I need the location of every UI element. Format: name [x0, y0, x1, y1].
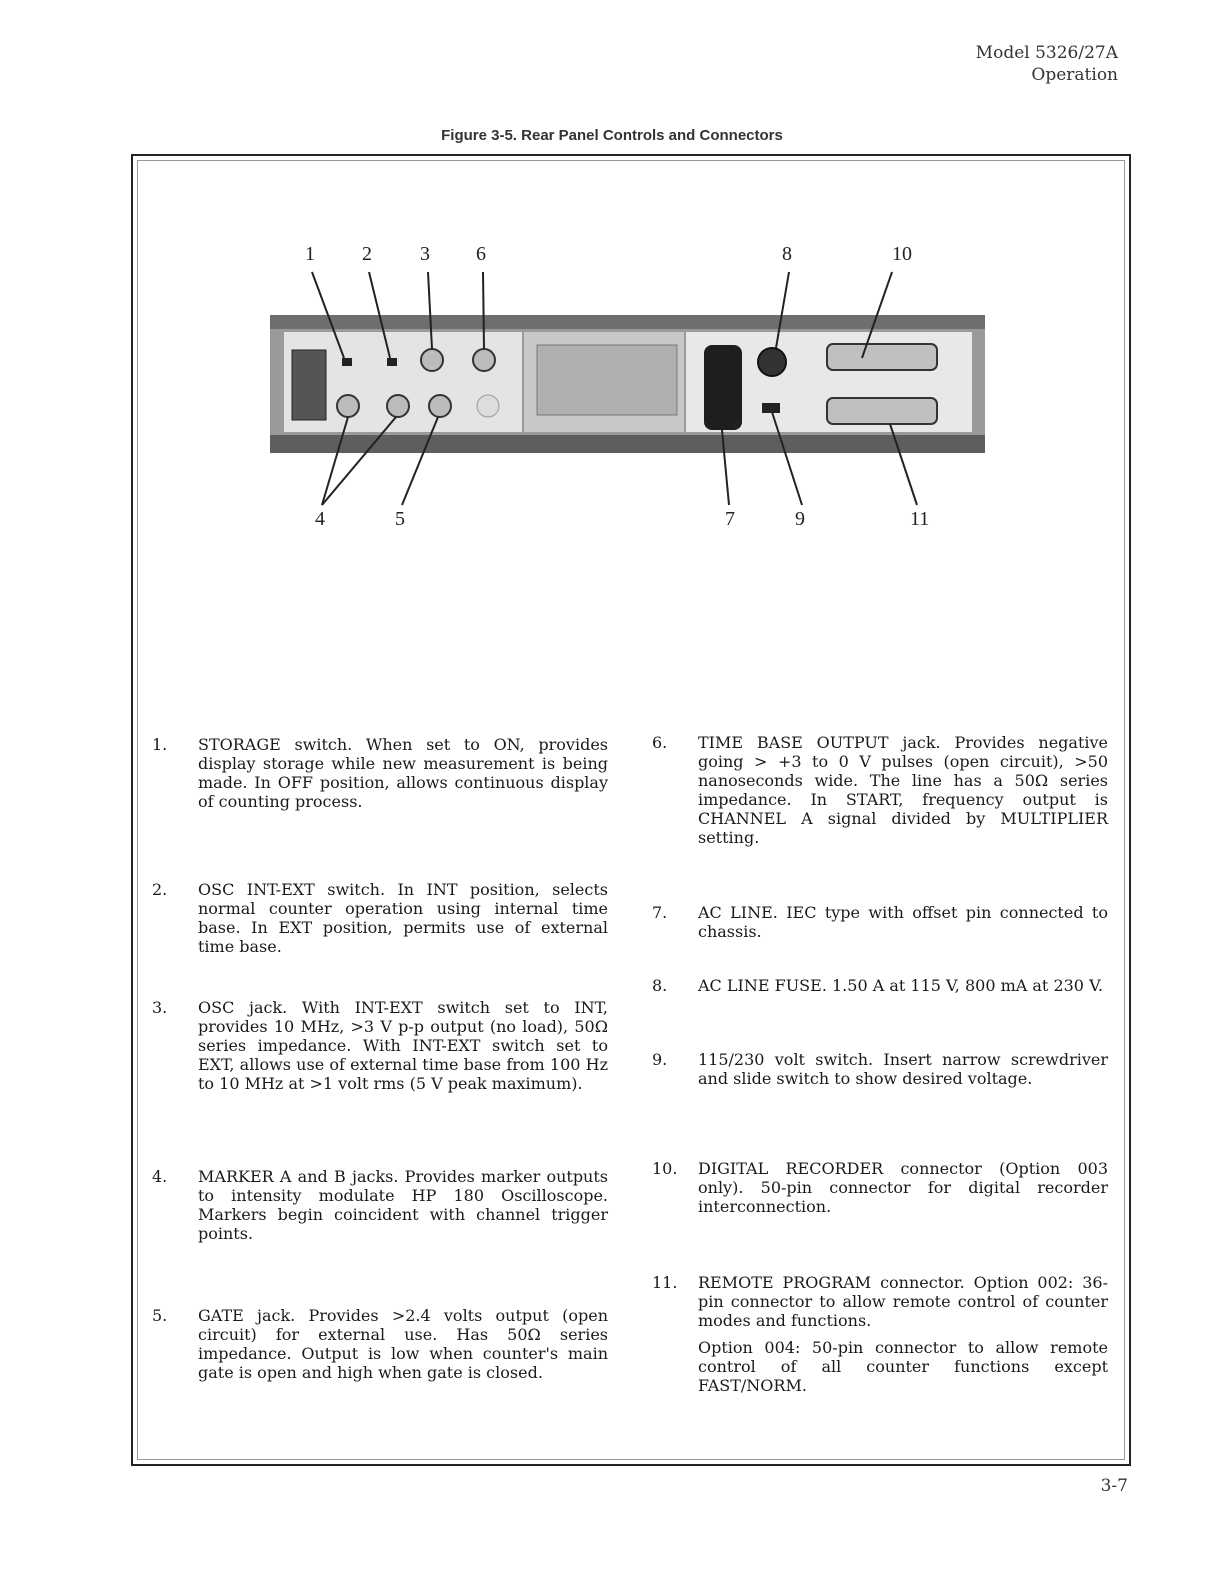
- marker-b-jack: [387, 395, 409, 417]
- callout-5: 5: [395, 508, 405, 530]
- callout-3: 3: [420, 243, 430, 265]
- item-text: MARKER A and B jacks. Provides marker outputs to intensity modulate HP 180 Oscilloscope. Markers begin coincident with channel trigger points.: [198, 1167, 608, 1243]
- item-text: STORAGE switch. When set to ON, provides display storage while new measurement is being made. In OFF position, allows continuous display of counting process.: [198, 735, 608, 811]
- item-number: 9.: [652, 1050, 668, 1069]
- callout-2: 2: [362, 243, 372, 265]
- spare-jack: [477, 395, 499, 417]
- item-number: 3.: [152, 998, 168, 1017]
- callout-11: 11: [910, 508, 930, 530]
- item-number: 7.: [652, 903, 668, 922]
- osc-jack: [421, 349, 443, 371]
- storage-display-block: [292, 350, 326, 420]
- item-text: AC LINE. IEC type with offset pin connected to chassis.: [698, 903, 1108, 941]
- ac-line-fuse: [758, 348, 786, 376]
- item-text: REMOTE PROGRAM connector. Option 002: 36-pin connector to allow remote control of counter modes and functions.: [698, 1273, 1108, 1330]
- callout-7: 7: [725, 508, 735, 530]
- item-text: OSC INT-EXT switch. In INT position, selects normal counter operation using internal time base. In EXT position, permits use of external time base.: [198, 880, 608, 956]
- callout-10: 10: [892, 243, 912, 265]
- item-number: 1.: [152, 735, 168, 754]
- item-number: 11.: [652, 1273, 678, 1292]
- item-8: [652, 976, 1108, 995]
- remote-program-connector: [827, 398, 937, 424]
- callout-1: 1: [305, 243, 315, 265]
- rear-panel-illustration: [262, 240, 992, 540]
- item-text-block: [698, 1273, 1108, 1403]
- callout-8: 8: [782, 243, 792, 265]
- item-number: 5.: [152, 1306, 168, 1325]
- osc-switch: [387, 358, 397, 366]
- top-rail: [270, 315, 985, 329]
- item-10: [652, 1159, 1108, 1216]
- model-label: Model 5326/27A: [975, 43, 1118, 63]
- line-voltage-switch: [762, 403, 780, 413]
- item-text-option-004: Option 004: 50-pin connector to allow remote control of all counter functions except FAST/NORM.: [698, 1338, 1108, 1395]
- section-label: Operation: [1031, 65, 1118, 85]
- item-number: 10.: [652, 1159, 678, 1178]
- item-text: TIME BASE OUTPUT jack. Provides negative going > +3 to 0 V pulses (open circuit), >50 nanoseconds wide. The line has a 50Ω series impedance. In START, frequency output is CHANNEL A signal divided by MULTIPLIER setting.: [698, 733, 1108, 847]
- item-number: 8.: [652, 976, 668, 995]
- page-header: [976, 42, 1118, 86]
- item-text: AC LINE FUSE. 1.50 A at 115 V, 800 mA at 230 V.: [698, 976, 1103, 995]
- item-text: DIGITAL RECORDER connector (Option 003 only). 50-pin connector for digital recorder interconnection.: [698, 1159, 1108, 1216]
- item-9: [652, 1050, 1108, 1088]
- item-number: 4.: [152, 1167, 168, 1186]
- callout-9: 9: [795, 508, 805, 530]
- marker-a-jack: [337, 395, 359, 417]
- storage-switch: [342, 358, 352, 366]
- item-11: [652, 1273, 1108, 1403]
- item-2: [152, 880, 608, 956]
- gate-jack: [429, 395, 451, 417]
- item-4: [152, 1167, 608, 1243]
- item-5: [152, 1306, 608, 1382]
- callout-6: 6: [476, 243, 486, 265]
- item-number: 6.: [652, 733, 668, 752]
- item-3: [152, 998, 608, 1093]
- bottom-rail: [270, 435, 985, 453]
- time-base-output-jack: [473, 349, 495, 371]
- item-text: 115/230 volt switch. Insert narrow screwdriver and slide switch to show desired voltage.: [698, 1050, 1108, 1088]
- item-text: OSC jack. With INT-EXT switch set to INT, provides 10 MHz, >3 V p-p output (no load), 50Ω series impedance. With INT-EXT switch set to EXT, allows use of external time base from 100 Hz to 10 MHz at >1 volt rms (5 V peak maximum).: [198, 998, 608, 1093]
- item-7: [652, 903, 1108, 941]
- item-1: [152, 735, 608, 811]
- vent-grille: [537, 345, 677, 415]
- ac-line-connector: [704, 345, 742, 430]
- item-number: 2.: [152, 880, 168, 899]
- digital-recorder-connector: [827, 344, 937, 370]
- item-text: GATE jack. Provides >2.4 volts output (open circuit) for external use. Has 50Ω series impedance. Output is low when counter's main gate is open and high when gate is closed.: [198, 1306, 608, 1382]
- item-6: [652, 733, 1108, 847]
- figure-title: Figure 3-5. Rear Panel Controls and Connectors: [441, 127, 783, 144]
- callout-4: 4: [315, 508, 325, 530]
- page-number: 3-7: [1100, 1476, 1128, 1496]
